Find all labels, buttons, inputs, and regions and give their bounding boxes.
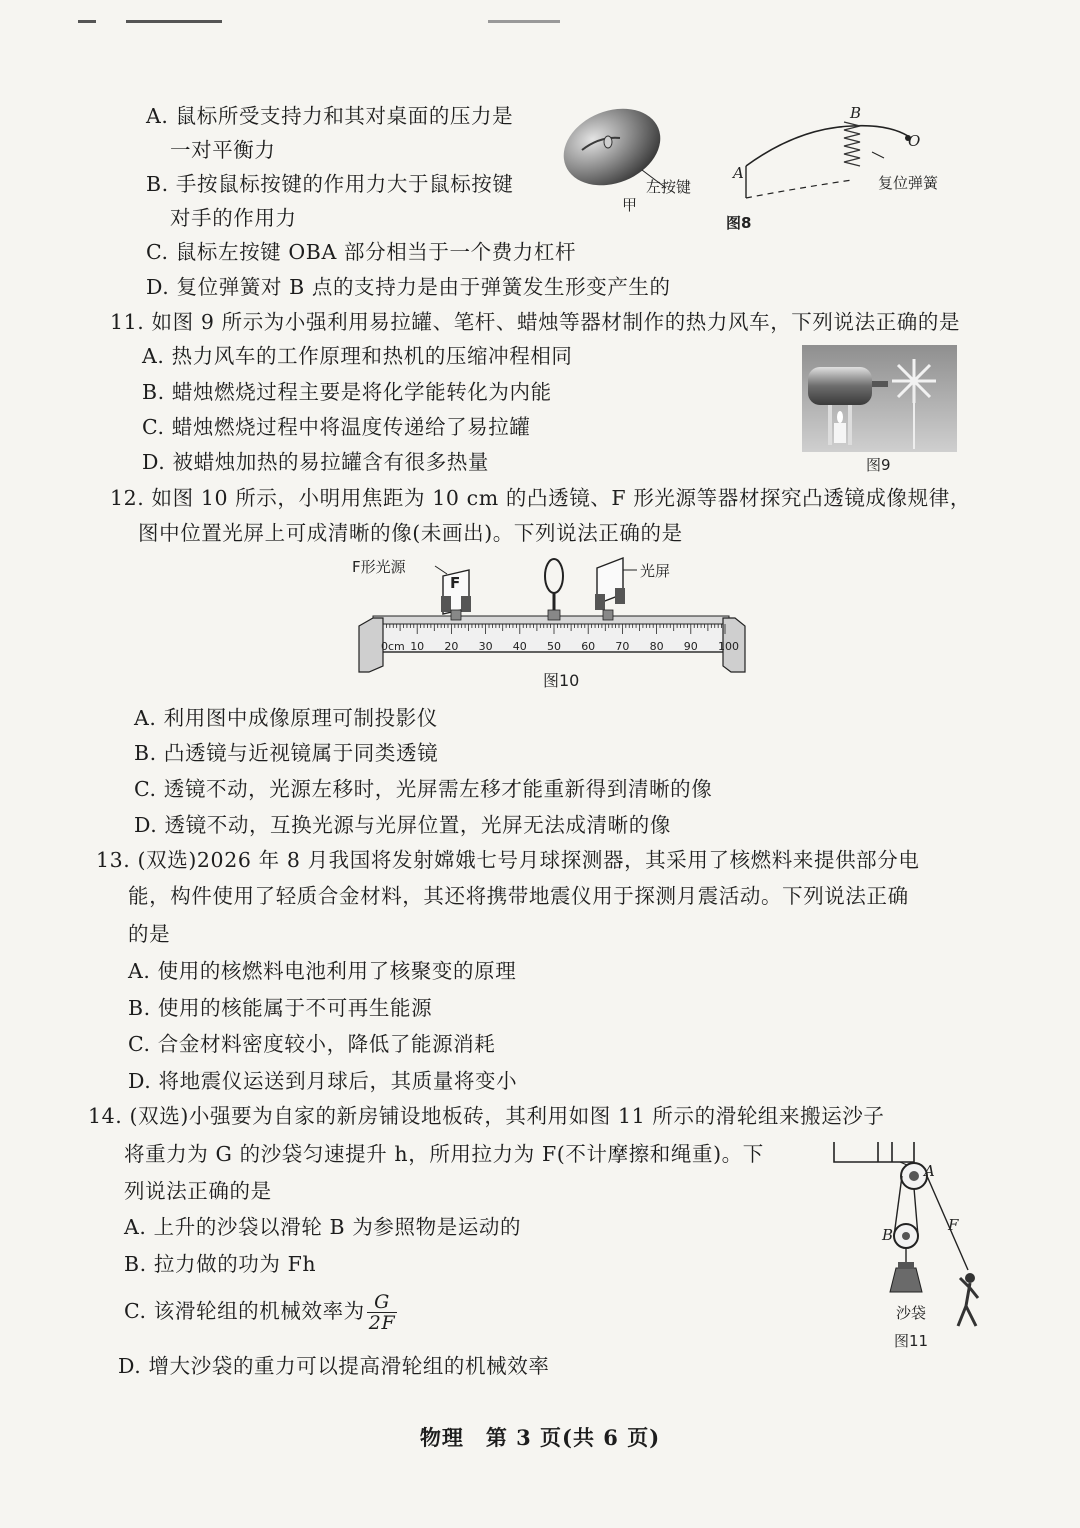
q10-option-d: D. 复位弹簧对 B 点的支持力是由于弹簧发生形变产生的 <box>146 275 671 299</box>
q14-option-c <box>124 1292 397 1333</box>
scale-tick-label: 20 <box>444 640 459 653</box>
q11-stem: 11. 如图 9 所示为小强利用易拉罐、笔杆、蜡烛等器材制作的热力风车，下列说法正确的是 <box>110 310 961 334</box>
scale-tick-label: 90 <box>683 640 698 653</box>
q12-option-c: C. 透镜不动，光源左移时，光屏需左移才能重新得到清晰的像 <box>134 777 713 801</box>
q14-option-b: B. 拉力做的功为 Fh <box>124 1252 317 1276</box>
q13-option-b: B. 使用的核能属于不可再生能源 <box>128 996 433 1020</box>
q11-option-b: B. 蜡烛燃烧过程主要是将化学能转化为内能 <box>142 380 552 404</box>
q13-stem-line3: 的是 <box>128 922 171 946</box>
q11-option-a: A. 热力风车的工作原理和热机的压缩冲程相同 <box>142 344 573 368</box>
page-footer: 物理 第 3 页(共 6 页) <box>419 1425 661 1450</box>
figure-9-photo <box>802 345 957 452</box>
scale-tick-label: 80 <box>649 640 664 653</box>
figure-8-caption: 图8 <box>726 214 752 232</box>
q10-option-b-line1: B. 手按鼠标按键的作用力大于鼠标按键 <box>146 172 514 196</box>
figure-11-bag-label: 沙袋 <box>896 1304 927 1322</box>
figure-8-jia-label: 甲 <box>622 196 638 214</box>
q13-stem-line2: 能，构件使用了轻质合金材料，其还将携带地震仪用于探测月震活动。下列说法正确 <box>128 884 909 908</box>
top-scan-mark-3 <box>488 20 560 23</box>
q10-option-a-line2: 一对平衡力 <box>170 138 276 162</box>
figure-11-label-f: F <box>948 1216 959 1234</box>
scale-tick-label: 0cm <box>381 640 405 653</box>
figure-10-letter-f: F <box>450 574 461 592</box>
figure-10-optical-bench <box>355 548 745 678</box>
q12-option-b: B. 凸透镜与近视镜属于同类透镜 <box>134 741 439 765</box>
q14-stem-line2: 将重力为 G 的沙袋匀速提升 h，所用拉力为 F(不计摩擦和绳重)。下 <box>124 1142 764 1166</box>
q14-option-a: A. 上升的沙袋以滑轮 B 为参照物是运动的 <box>124 1215 522 1239</box>
figure-8-lever-diagram <box>728 108 958 208</box>
q13-option-a: A. 使用的核燃料电池利用了核聚变的原理 <box>128 959 517 983</box>
scale-tick-label: 30 <box>478 640 493 653</box>
q13-stem-line1: 13. (双选)2026 年 8 月我国将发射嫦娥七号月球探测器，其采用了核燃料来提供部分电 <box>96 848 920 872</box>
scale-tick-label: 50 <box>547 640 561 653</box>
figure-10-caption: 图10 <box>543 671 580 690</box>
q10-option-a-line1: A. 鼠标所受支持力和其对桌面的压力是 <box>146 104 514 128</box>
figure-10-source-label: F形光源 <box>352 558 406 576</box>
q14-option-c-text: C. 该滑轮组的机械效率为 <box>124 1299 365 1323</box>
efficiency-fraction <box>367 1292 397 1333</box>
figure-8-label-o: O <box>908 132 921 150</box>
scale-tick-label: 70 <box>615 640 630 653</box>
q12-stem-line2: 图中位置光屏上可成清晰的像(未画出)。下列说法正确的是 <box>138 521 683 545</box>
figure-8-left-key-label: 左按键 <box>646 178 692 196</box>
figure-11-caption: 图11 <box>894 1332 929 1350</box>
figure-8-label-b: B <box>850 104 862 122</box>
fraction-numerator: G <box>367 1292 397 1313</box>
q13-option-d: D. 将地震仪运送到月球后，其质量将变小 <box>128 1069 518 1093</box>
q11-option-c: C. 蜡烛燃烧过程中将温度传递给了易拉罐 <box>142 415 531 439</box>
q12-stem-line1: 12. 如图 10 所示，小明用焦距为 10 cm 的凸透镜、F 形光源等器材探究凸透镜成像规律， <box>110 486 971 510</box>
figure-11-label-a: A <box>924 1162 935 1180</box>
q14-option-d: D. 增大沙袋的重力可以提高滑轮组的机械效率 <box>118 1354 550 1378</box>
scale-tick-label: 100 <box>718 640 739 653</box>
q14-stem-line3: 列说法正确的是 <box>124 1179 272 1203</box>
q10-option-c: C. 鼠标左按键 OBA 部分相当于一个费力杠杆 <box>146 240 577 264</box>
scale-tick-label: 60 <box>581 640 596 653</box>
figure-8-spring-label: 复位弹簧 <box>878 174 939 192</box>
top-scan-mark-1 <box>78 20 96 23</box>
q12-option-d: D. 透镜不动，互换光源与光屏位置，光屏无法成清晰的像 <box>134 813 671 837</box>
top-scan-mark-2 <box>126 20 222 23</box>
q12-option-a: A. 利用图中成像原理可制投影仪 <box>134 706 438 730</box>
scale-tick-label: 40 <box>512 640 527 653</box>
figure-9-caption: 图9 <box>866 456 891 474</box>
q10-option-b-line2: 对手的作用力 <box>170 206 297 230</box>
q11-option-d: D. 被蜡烛加热的易拉罐含有很多热量 <box>142 450 490 474</box>
figure-10-screen-label: 光屏 <box>640 562 671 580</box>
fraction-denominator: 2F <box>368 1312 396 1334</box>
figure-11-label-b: B <box>882 1226 894 1244</box>
q14-stem-line1: 14. (双选)小强要为自家的新房铺设地板砖，其利用如图 11 所示的滑轮组来搬运沙子 <box>88 1104 885 1128</box>
q13-option-c: C. 合金材料密度较小，降低了能源消耗 <box>128 1032 496 1056</box>
scale-tick-label: 10 <box>410 640 425 653</box>
figure-8-label-a: A <box>733 164 744 182</box>
